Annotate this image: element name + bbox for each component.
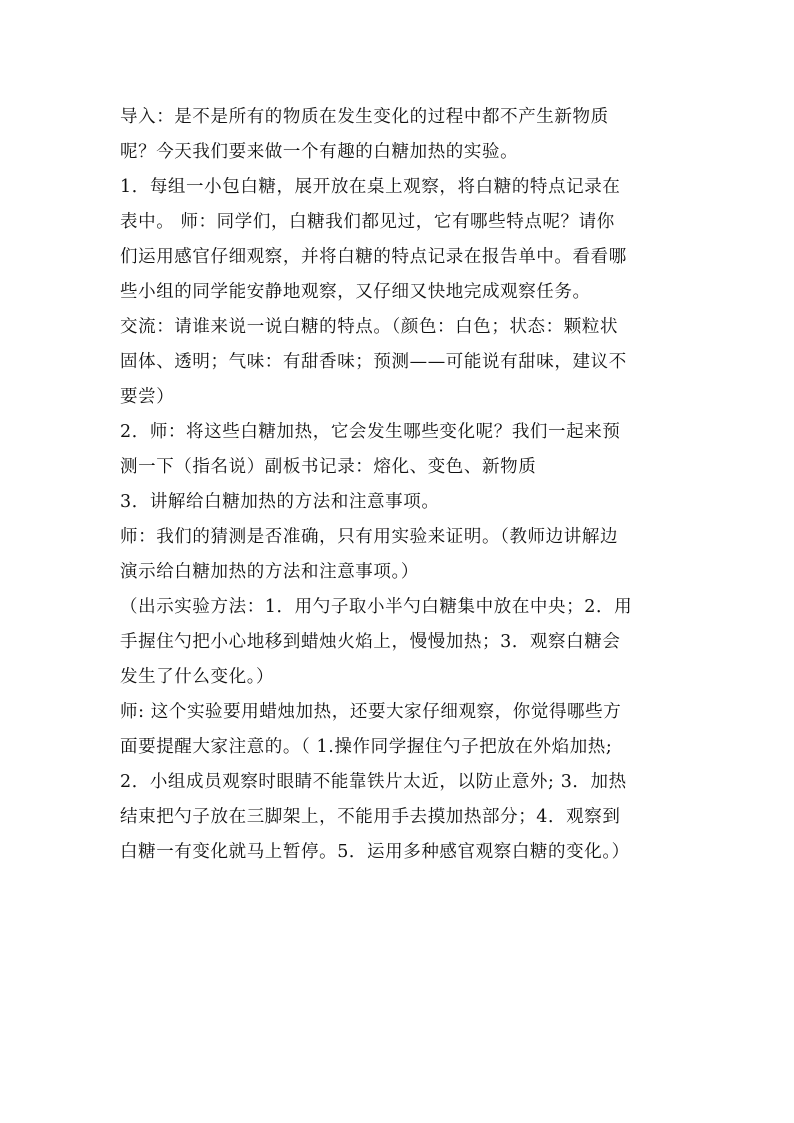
text-line: 2．小组成员观察时眼睛不能靠铁片太近，以防止意外; 3．加热: [120, 772, 627, 792]
text-line: 表中。 师：同学们，白糖我们都见过，它有哪些特点呢？请你: [120, 212, 615, 232]
text-line: 要尝）: [120, 387, 175, 407]
text-line: 演示给白糖加热的方法和注意事项。）: [120, 562, 419, 582]
text-line: 师: 这个实验要用蜡烛加热，还要大家仔细观察，你觉得哪些方: [120, 702, 622, 722]
text-line: 测一下（指名说）副板书记录：熔化、变色、新物质: [120, 457, 537, 477]
text-line: 结束把勺子放在三脚架上，不能用手去摸加热部分；4．观察到: [120, 807, 621, 827]
document-body: [120, 100, 680, 870]
text-line: 们运用感官仔细观察，并将白糖的特点记录在报告单中。看看哪: [120, 247, 627, 267]
text-line: （出示实验方法：1．用勺子取小半勺白糖集中放在中央；2．用: [120, 597, 633, 617]
text-line: 面要提醒大家注意的。（ 1.操作同学握住勺子把放在外焰加热;: [120, 737, 613, 757]
text-line: 3．讲解给白糖加热的方法和注意事项。: [120, 492, 440, 512]
text-line: 固体、透明；气味：有甜香味；预测——可能说有甜味，建议不: [120, 352, 627, 372]
text-line: 交流：请谁来说一说白糖的特点。（颜色：白色；状态：颗粒状: [120, 317, 619, 337]
text-line: 手握住勺把小心地移到蜡烛火焰上，慢慢加热；3．观察白糖会: [120, 632, 621, 652]
text-line: 些小组的同学能安静地观察，又仔细又快地完成观察任务。: [120, 282, 591, 302]
text-line: 发生了什么变化。）: [120, 667, 275, 687]
text-line: 2．师：将这些白糖加热，它会发生哪些变化呢？我们一起来预: [120, 422, 621, 442]
text-line: 导入：是不是所有的物质在发生变化的过程中都不产生新物质: [120, 107, 609, 127]
text-line: 呢？今天我们要来做一个有趣的白糖加热的实验。: [120, 142, 519, 162]
text-line: 师：我们的猜测是否准确，只有用实验来证明。（教师边讲解边: [120, 527, 619, 547]
text-line: 1．每组一小包白糖，展开放在桌上观察，将白糖的特点记录在: [120, 177, 621, 197]
text-line: 白糖一有变化就马上暂停。5．运用多种感官观察白糖的变化。）: [120, 842, 630, 862]
